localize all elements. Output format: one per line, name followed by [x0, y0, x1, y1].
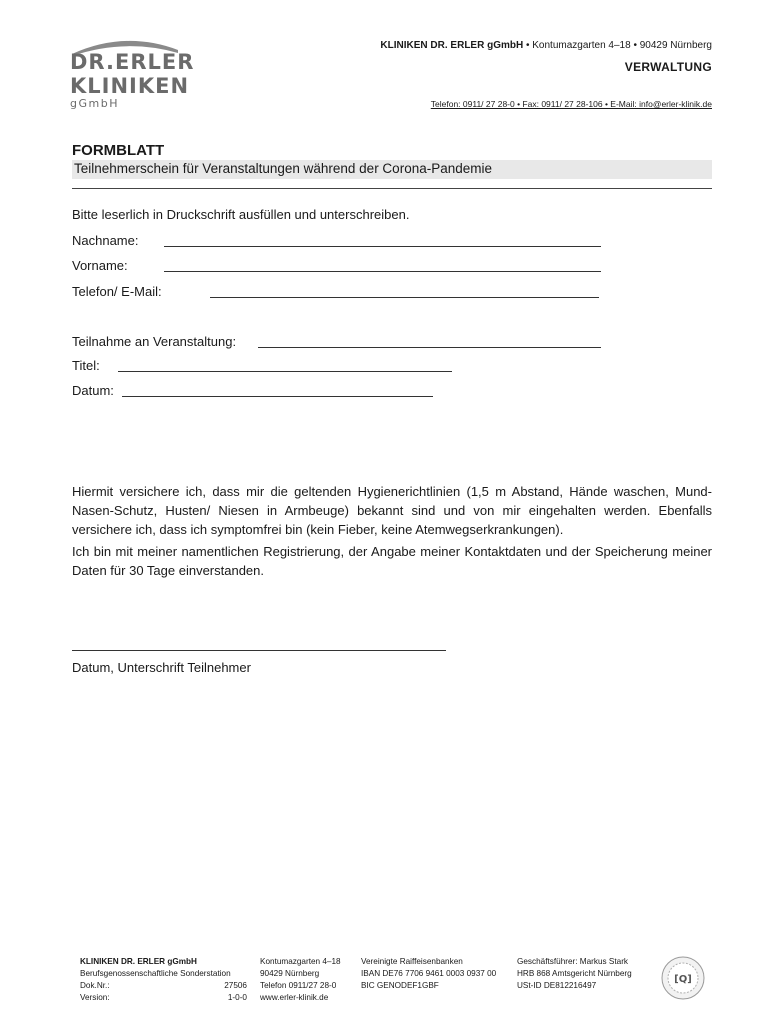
- seal-text: [Q]: [674, 974, 692, 985]
- footer-address-phone: Telefon 0911/27 28-0: [260, 981, 337, 990]
- footer-vat-id: USt-ID DE812216497: [517, 981, 597, 990]
- logo-line-2: KLINIKEN: [70, 74, 190, 98]
- footer-management: [517, 956, 632, 992]
- field-telefon-line[interactable]: [210, 297, 599, 298]
- footer-bank-iban: IBAN DE76 7706 9461 0003 0937 00: [361, 969, 497, 978]
- footer-company-name: KLINIKEN DR. ERLER gGmbH: [80, 957, 197, 966]
- footer-bank: [361, 956, 496, 992]
- footer-version-label: Version:: [80, 993, 110, 1002]
- header-org-name: KLINIKEN DR. ERLER gGmbH: [380, 40, 524, 51]
- field-nachname-line[interactable]: [164, 246, 601, 247]
- footer-address: [260, 956, 341, 1004]
- footer-doc-label: Dok.Nr.:: [80, 981, 110, 990]
- form-subtitle: Teilnehmerschein für Veranstaltungen während der Corona-Pandemie: [74, 161, 492, 176]
- footer-address-web[interactable]: www.erler-klinik.de: [260, 993, 329, 1002]
- footer-register: HRB 868 Amtsgericht Nürnberg: [517, 969, 632, 978]
- footer-address-street: Kontumazgarten 4–18: [260, 957, 341, 966]
- label-veranstaltung: Teilnahme an Veranstaltung:: [72, 334, 237, 349]
- title-divider: [72, 188, 712, 189]
- footer-doc-value: 27506: [224, 981, 247, 990]
- label-vorname: Vorname:: [72, 258, 128, 273]
- footer-bank-bic: BIC GENODEF1GBF: [361, 981, 439, 990]
- footer-version-value: 1-0-0: [227, 993, 247, 1002]
- logo-line-1: DR.ERLER: [70, 50, 195, 74]
- header-org-address: • Kontumazgarten 4–18 • 90429 Nürnberg: [523, 40, 712, 51]
- quality-seal-icon: [660, 955, 706, 1006]
- footer-company-dept: Berufsgenossenschaftliche Sonderstation: [80, 969, 231, 978]
- field-veranstaltung-line[interactable]: [258, 347, 601, 348]
- signature-label: Datum, Unterschrift Teilnehmer: [72, 660, 251, 675]
- header-contact[interactable]: Telefon: 0911/ 27 28-0 • Fax: 0911/ 27 28-106 • E-Mail: info@erler-klinik.de: [430, 99, 712, 109]
- label-titel: Titel:: [72, 358, 100, 373]
- footer-company: [80, 956, 247, 1004]
- form-instruction: Bitte leserlich in Druckschrift ausfüllen und unterschreiben.: [72, 207, 410, 222]
- header-department: VERWALTUNG: [624, 60, 712, 74]
- field-datum-line[interactable]: [122, 396, 433, 397]
- clinic-logo: [70, 36, 195, 116]
- label-nachname: Nachname:: [72, 233, 139, 248]
- footer-ceo: Geschäftsführer: Markus Stark: [517, 957, 629, 966]
- logo-line-3: gGmbH: [70, 97, 119, 110]
- form-label: FORMBLATT: [72, 142, 165, 159]
- footer-address-city: 90429 Nürnberg: [260, 969, 320, 978]
- field-titel-line[interactable]: [118, 371, 452, 372]
- consent-declaration: Ich bin mit meiner namentlichen Registrierung, der Angabe meiner Kontaktdaten und der Speicherung meiner Daten für 30 Tage einverstanden.: [72, 544, 712, 578]
- label-datum: Datum:: [72, 383, 114, 398]
- field-vorname-line[interactable]: [164, 271, 601, 272]
- footer-bank-name: Vereinigte Raiffeisenbanken: [361, 957, 463, 966]
- signature-line[interactable]: [72, 650, 446, 651]
- hygiene-declaration: Hiermit versichere ich, dass mir die geltenden Hygienerichtlinien (1,5 m Abstand, Hände waschen, Mund-Nasen-Schutz, Husten/ Niesen in Armbeuge) bekannt sind und von mir eingehalten werden. Ebenfalls versichere ich, dass ich symptomfrei bin (kein Fieber, keine Atemwegserkrankungen).: [72, 484, 712, 537]
- label-telefon: Telefon/ E-Mail:: [72, 284, 162, 299]
- header-address: [380, 40, 712, 51]
